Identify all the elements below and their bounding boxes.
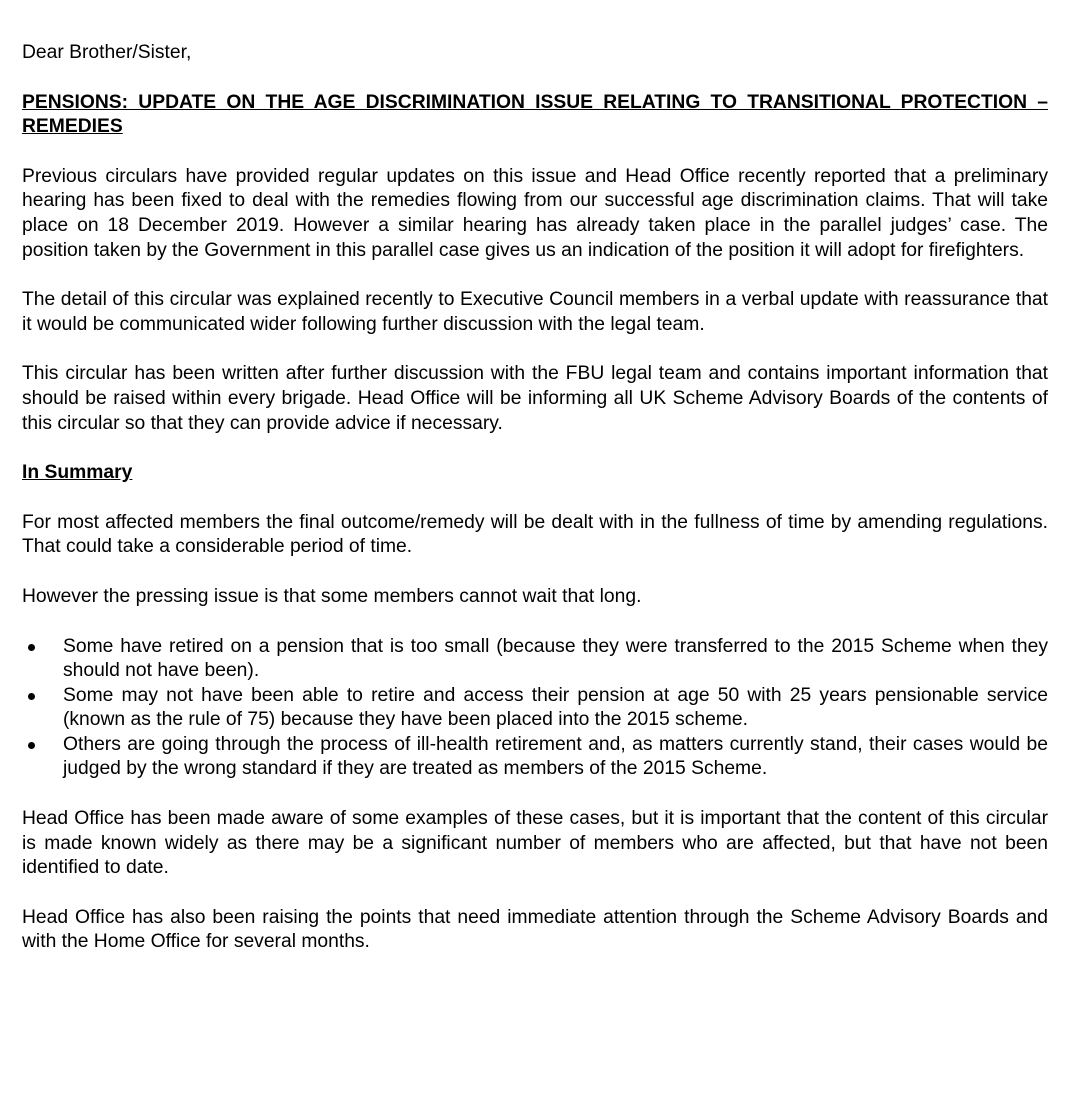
list-item-text: Some may not have been able to retire and access their pension at age 50 with 25 years pensionable service (known as the rule of 75) because they have been placed into the 2015 scheme. xyxy=(63,684,1048,731)
intro-paragraph: The detail of this circular was explained recently to Executive Council members in a verbal update with reassurance that it would be communicated wider following further discussion with the legal team. xyxy=(22,289,1048,335)
bullet-icon xyxy=(28,644,35,651)
closing-paragraph: Head Office has been made aware of some examples of these cases, but it is important that the content of this circular is made known widely as there may be a significant number of members who are affected, but that have not been identified to date. xyxy=(22,808,1048,879)
page-title: PENSIONS: UPDATE ON THE AGE DISCRIMINATION ISSUE RELATING TO TRANSITIONAL PROTECTION – REMEDIES xyxy=(22,91,1048,138)
bullet-icon xyxy=(28,693,35,700)
list-item xyxy=(22,684,1048,733)
intro-paragraph: Previous circulars have provided regular updates on this issue and Head Office recently reported that a preliminary hearing has been fixed to deal with the remedies flowing from our successful age discrimination claims. That will take place on 18 December 2019. However a similar hearing has already taken place in the parallel judges’ case. The position taken by the Government in this parallel case gives us an indication of the position it will adopt for firefighters. xyxy=(22,165,1048,261)
intro-paragraph: This circular has been written after further discussion with the FBU legal team and contains important information that should be raised within every brigade. Head Office will be informing all UK Scheme Advisory Boards of the contents of this circular so that they can provide advice if necessary. xyxy=(22,363,1048,434)
list-item xyxy=(22,635,1048,684)
list-item xyxy=(22,733,1048,782)
bullet-list xyxy=(22,635,1048,783)
letter-page xyxy=(22,41,1048,980)
bullet-icon xyxy=(28,742,35,749)
greeting: Dear Brother/Sister, xyxy=(22,42,192,63)
summary-paragraph: For most affected members the final outcome/remedy will be dealt with in the fullness of time by amending regulations. That could take a considerable period of time. xyxy=(22,511,1048,558)
summary-heading: In Summary xyxy=(22,462,133,484)
summary-paragraph: However the pressing issue is that some members cannot wait that long. xyxy=(22,585,642,607)
list-item-text: Others are going through the process of ill-health retirement and, as matters currently stand, their cases would be judged by the wrong standard if they are treated as members of the 2015 Scheme. xyxy=(63,733,1048,780)
closing-paragraph: Head Office has also been raising the points that need immediate attention through the Scheme Advisory Boards and with the Home Office for several months. xyxy=(22,906,1048,953)
list-item-text: Some have retired on a pension that is too small (because they were transferred to the 2015 Scheme when they should not have been). xyxy=(63,635,1048,682)
